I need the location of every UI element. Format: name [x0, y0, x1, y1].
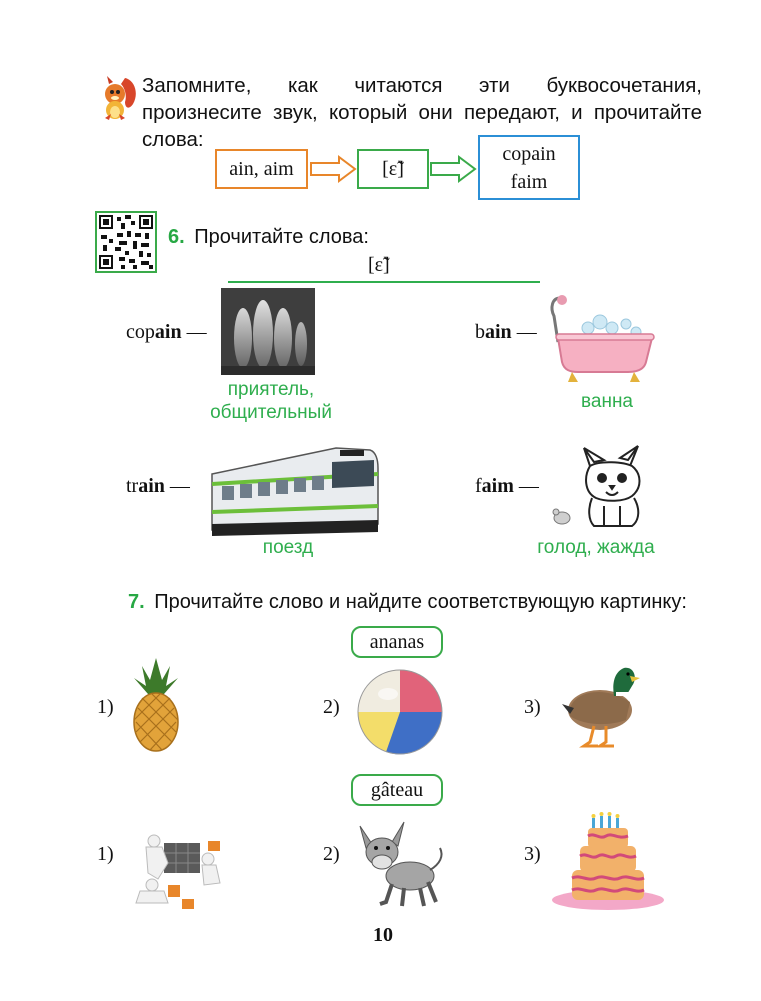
- option-1-label: 1): [97, 696, 114, 718]
- translation-copain: [196, 378, 346, 424]
- option-2-label: 2): [323, 696, 340, 718]
- word-prefix: tr: [126, 475, 139, 497]
- word-bold-part: aim: [481, 475, 514, 497]
- translation-line: приятель,: [227, 379, 315, 400]
- divider-line: [228, 281, 540, 283]
- arrow-right-icon: [309, 155, 357, 183]
- cake-image[interactable]: [550, 812, 666, 912]
- donkey-image[interactable]: [352, 818, 446, 910]
- word-prefix: f: [475, 475, 482, 497]
- word-bold-part: ain: [154, 321, 182, 343]
- translation-line: общительный: [210, 402, 332, 423]
- word-faim: faim: [510, 170, 548, 193]
- word-dash: —: [181, 321, 207, 343]
- puzzle-figures-image[interactable]: [124, 833, 228, 913]
- friends-silhouette-image: [221, 288, 315, 375]
- word-bold-part: ain: [485, 321, 512, 343]
- exercise-7-title: Прочитайте слово и найдите соответствующую картинку:: [154, 591, 687, 613]
- word-pill-ananas: ananas: [351, 626, 443, 658]
- word-dash: —: [511, 321, 537, 343]
- word-train-label: [126, 475, 190, 498]
- beach-ball-image[interactable]: [356, 668, 444, 756]
- word-copain-label: [126, 321, 207, 344]
- word-prefix: b: [475, 321, 485, 343]
- page-number: 10: [373, 924, 393, 946]
- intro-text: Запомните, как читаются эти буквосочетания, произнесите звук, который они передают, и прочитайте слова:: [142, 74, 702, 151]
- qr-code: [95, 211, 157, 273]
- sound-box: [ɛ̃]: [357, 149, 429, 189]
- translation-bain: ванна: [581, 391, 633, 412]
- letters-box: ain, aim: [215, 149, 308, 189]
- translation-faim: голод, жажда: [537, 537, 655, 558]
- word-dash: —: [513, 475, 539, 497]
- exercise-7-heading: [128, 591, 687, 614]
- word-bain-label: [475, 321, 537, 344]
- option-3-label: 3): [524, 843, 541, 865]
- word-prefix: cop: [126, 321, 155, 343]
- option-3-label: 3): [524, 696, 541, 718]
- squirrel-mascot-icon: [95, 74, 139, 122]
- word-bold-part: ain: [138, 475, 165, 497]
- word-copain: copain: [502, 142, 556, 165]
- words-box: [478, 135, 580, 200]
- exercise-6-number: 6.: [168, 226, 185, 248]
- word-pill-gateau: gâteau: [351, 774, 443, 806]
- arrow-right-icon: [429, 155, 477, 183]
- duck-image[interactable]: [556, 656, 640, 748]
- cat-image: [548, 436, 650, 532]
- bathtub-image: [548, 292, 658, 386]
- train-image: [210, 440, 380, 538]
- exercise-6-heading: [168, 226, 369, 249]
- translation-train: поезд: [262, 537, 314, 558]
- exercise-7-number: 7.: [128, 591, 145, 613]
- exercise-6-sound: [ɛ̃]: [368, 254, 390, 276]
- word-dash: —: [164, 475, 190, 497]
- option-1-label: 1): [97, 843, 114, 865]
- pineapple-image[interactable]: [128, 656, 184, 752]
- exercise-6-title: Прочитайте слова:: [194, 226, 369, 248]
- word-faim-label: [475, 475, 539, 498]
- option-2-label: 2): [323, 843, 340, 865]
